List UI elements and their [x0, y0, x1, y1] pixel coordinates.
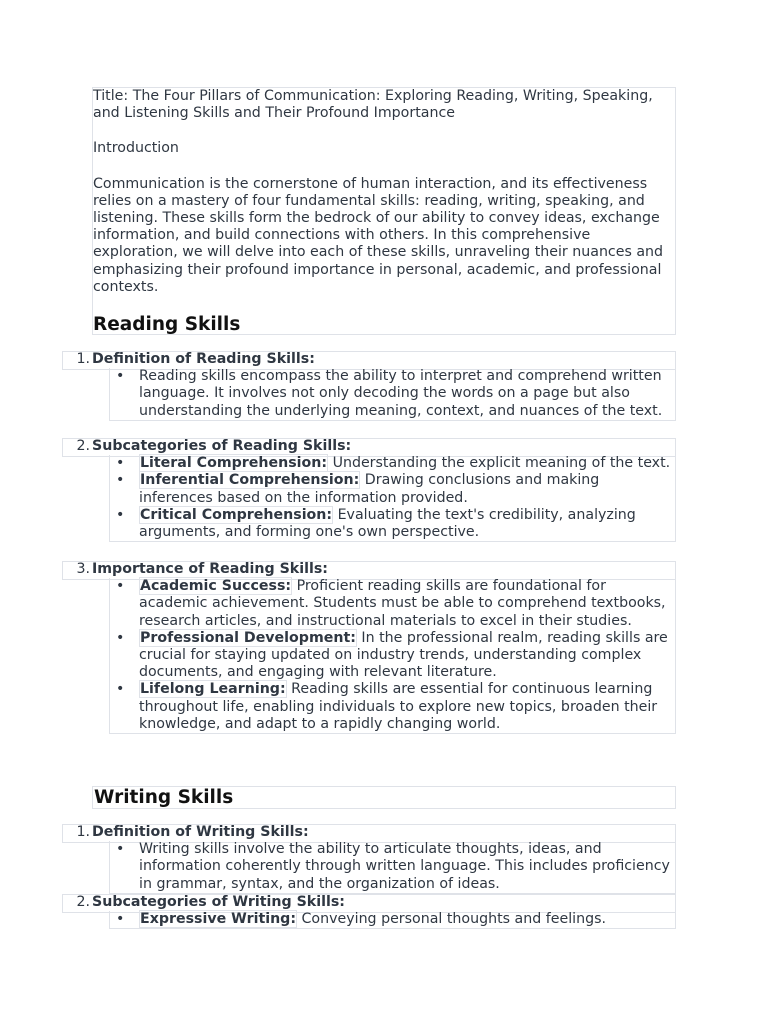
writing-skills-heading: Writing Skills — [92, 786, 676, 809]
list-item-title: Definition of Writing Skills: — [92, 824, 309, 840]
list-number: 2. — [76, 894, 90, 910]
list-item: • Professional Development: In the professional realm, reading skills are crucial for staying updated on industry trends, understanding complex documents, and engaging with relevant literature. — [110, 630, 675, 682]
intro-heading: Introduction — [93, 140, 179, 157]
list-item: • Lifelong Learning: Reading skills are essential for continuous learning throughout life, enabling individuals to explore new topics, broaden their knowledge, and adapt to a rapidly changing world. — [110, 681, 675, 733]
list-item-title: Definition of Reading Skills: — [92, 351, 315, 367]
list-item: • Writing skills involve the ability to articulate thoughts, ideas, and information coherently through written language. This includes proficiency in grammar, syntax, and the organization of ideas. — [110, 841, 675, 893]
list-number: 2. — [76, 438, 90, 454]
reading-list-item-3 — [62, 561, 676, 734]
list-item: • Reading skills encompass the ability to interpret and comprehend written language. It involves not only decoding the words on a page but also understanding the underlying meaning, context, and nuances of the text. — [110, 368, 675, 420]
intro-section — [92, 87, 676, 335]
list-item-title: Subcategories of Writing Skills: — [92, 894, 345, 910]
list-item: • Academic Success: Proficient reading skills are foundational for academic achievement. Students must be able to comprehend textbooks, research articles, and instructional materials to excel in their studies. — [110, 578, 675, 630]
bullet-list — [109, 578, 676, 734]
list-number: 1. — [76, 824, 90, 840]
reading-skills-heading: Reading Skills — [93, 314, 241, 336]
list-item: • Expressive Writing: Conveying personal thoughts and feelings. — [110, 911, 675, 928]
bullet-list — [109, 455, 676, 542]
reading-list-item-2 — [62, 438, 676, 542]
bullet-list — [109, 841, 676, 894]
intro-paragraph: Communication is the cornerstone of human interaction, and its effectiveness relies on a mastery of four fundamental skills: reading, writing, speaking, and listening. These skills form the bedrock of our ability to convey ideas, exchange information, and build connections with others. In this comprehensive exploration, we will delve into each of these skills, unraveling their nuances and emphasizing their profound importance in personal, academic, and professional contexts. — [93, 175, 664, 295]
list-number: 1. — [76, 351, 90, 367]
document-title: Title: The Four Pillars of Communication: Exploring Reading, Writing, Speaking, and Listening Skills and Their Profound Importance — [93, 88, 653, 122]
reading-list-item-1 — [62, 351, 676, 421]
list-number: 3. — [76, 561, 90, 577]
writing-list-item-1 — [62, 824, 676, 894]
writing-list-item-2 — [62, 894, 676, 929]
list-item: • Inferential Comprehension: Drawing conclusions and making inferences based on the information provided. — [110, 472, 675, 506]
list-item: • Critical Comprehension: Evaluating the text's credibility, analyzing arguments, and forming one's own perspective. — [110, 507, 675, 541]
bullet-list — [109, 368, 676, 421]
list-item: • Literal Comprehension: Understanding the explicit meaning of the text. — [110, 455, 675, 472]
bullet-list — [109, 911, 676, 929]
list-item-title: Subcategories of Reading Skills: — [92, 438, 352, 454]
list-item-title: Importance of Reading Skills: — [92, 561, 328, 577]
